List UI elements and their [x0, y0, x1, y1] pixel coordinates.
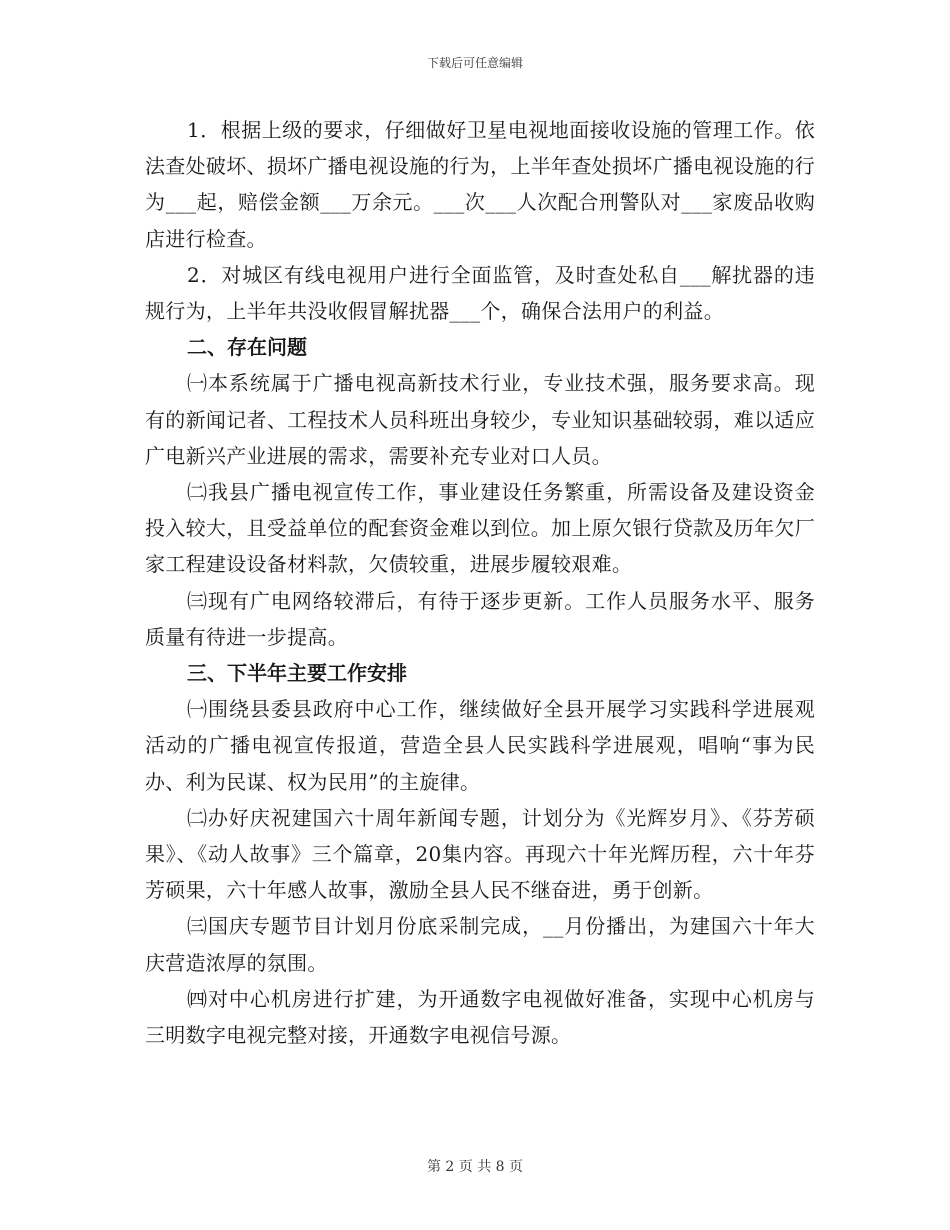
page-footer: 第 2 页 共 8 页 — [426, 1159, 524, 1175]
section-heading-problems: 二、存在问题 — [187, 335, 307, 360]
paragraph-plan-1: ㈠围绕县委县政府中心工作，继续做好全县开展学习实践科学进展观活动的广播电视宣传报道，营造全县人民实践科学进展观，唱响“事为民办、利为民谋、权为民用”的主旋律。 — [145, 697, 815, 794]
paragraph-problem-2: ㈡我县广播电视宣传工作，事业建设任务繁重，所需设备及建设资金投入较大，且受益单位的配套资金难以到位。加上原欠银行贷款及历年欠厂家工程建设设备材料款，欠债较重，进展步履较艰难。 — [145, 480, 815, 577]
paragraph-plan-2: ㈡办好庆祝建国六十周年新闻专题，计划分为《光辉岁月》、《芬芳硕果》、《动人故事》三个篇章，20集内容。再现六十年光辉历程，六十年芬芳硕果，六十年感人故事，激励全县人民不继奋进，勇于创新。 — [145, 805, 815, 903]
paragraph-2: 2．对城区有线电视用户进行全面监管，及时查处私自___解扰器的违规行为，上半年共没收假冒解扰器___个，确保合法用户的利益。 — [145, 262, 815, 324]
paragraph-plan-4: ㈣对中心机房进行扩建，为开通数字电视做好准备，实现中心机房与三明数字电视完整对接，开通数字电视信号源。 — [145, 986, 815, 1048]
paragraph-1: 1．根据上级的要求，仔细做好卫星电视地面接收设施的管理工作。依法查处破坏、损坏广播电视设施的行为，上半年查处损坏广播电视设施的行为___起，赔偿金额___万余元。___次___人次配合刑警队对___家废品收购店进行检查。 — [145, 118, 815, 251]
paragraph-problem-3: ㈢现有广电网络较滞后，有待于逐步更新。工作人员服务水平、服务质量有待进一步提高。 — [145, 588, 815, 649]
page-header: 下载后可任意编辑 — [426, 56, 523, 70]
section-heading-plans: 三、下半年主要工作安排 — [187, 661, 407, 686]
paragraph-plan-3: ㈢国庆专题节目计划月份底采制完成，__月份播出，为建国六十年大庆营造浓厚的氛围。 — [145, 914, 815, 975]
document-body — [145, 112, 815, 1053]
paragraph-problem-1: ㈠本系统属于广播电视高新技术行业，专业技术强，服务要求高。现有的新闻记者、工程技术人员科班出身较少，专业知识基础较弱，难以适应广电新兴产业进展的需求，需要补充专业对口人员。 — [145, 371, 815, 468]
